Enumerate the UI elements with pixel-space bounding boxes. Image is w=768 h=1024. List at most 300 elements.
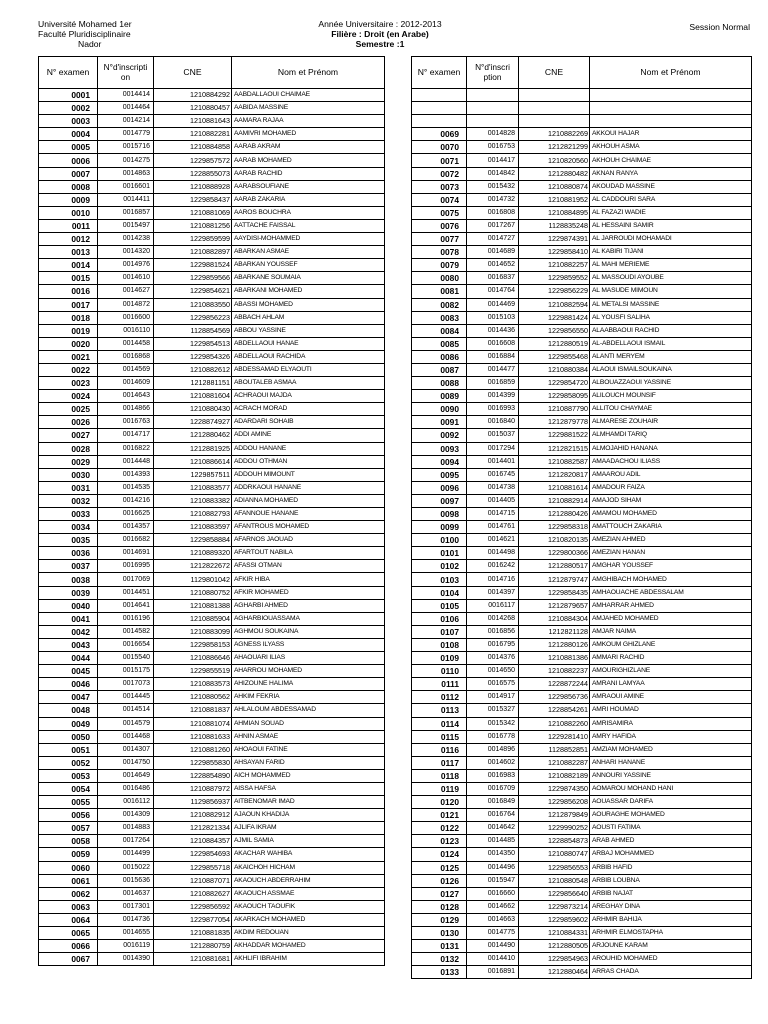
- table-row: [39, 782, 385, 795]
- inscription-number: 0016682: [98, 534, 154, 547]
- exam-number: 0052: [39, 756, 98, 769]
- table-row: [412, 887, 752, 900]
- table-row: [412, 874, 752, 887]
- table-row: [412, 429, 752, 442]
- cne-number: 1228855073: [154, 167, 232, 180]
- cne-number: 1229854693: [154, 848, 232, 861]
- inscription-number: 0015497: [98, 219, 154, 232]
- student-name: ADARDARI SOHAIB: [232, 416, 385, 429]
- student-name: AKHOUH ASMA: [590, 141, 752, 154]
- student-name: AATTACHE FAISSAL: [232, 219, 385, 232]
- table-row: [412, 586, 752, 599]
- blank-cell: [467, 89, 519, 102]
- student-name: AARAB RACHID: [232, 167, 385, 180]
- exam-number: 0073: [412, 180, 467, 193]
- student-name: AAROS BOUCHRA: [232, 206, 385, 219]
- exam-number: 0076: [412, 219, 467, 232]
- cne-number: 1229874350: [519, 782, 590, 795]
- exam-number: 0133: [412, 966, 467, 979]
- exam-number: 0045: [39, 665, 98, 678]
- inscription-number: 0016840: [467, 416, 519, 429]
- inscription-number: 0014451: [98, 586, 154, 599]
- table-row: [412, 534, 752, 547]
- exam-number: 0008: [39, 180, 98, 193]
- exam-number: 0074: [412, 193, 467, 206]
- table-row: [412, 272, 752, 285]
- inscription-number: 0014842: [467, 167, 519, 180]
- student-name: ARBIB LOUBNA: [590, 874, 752, 887]
- student-name: ALMHAMDI TARIQ: [590, 429, 752, 442]
- table-header-row: [39, 57, 385, 89]
- inscription-number: 0015342: [467, 717, 519, 730]
- city-name: Nador: [78, 39, 102, 49]
- cne-number: 1210882260: [519, 717, 590, 730]
- exam-number: 0110: [412, 665, 467, 678]
- cne-number: 1128852851: [519, 743, 590, 756]
- col-inscription-header-line2: ption: [483, 71, 502, 82]
- exam-number: 0021: [39, 350, 98, 363]
- inscription-number: 0014496: [467, 861, 519, 874]
- exam-number: 0018: [39, 311, 98, 324]
- cne-number: 1210882897: [154, 246, 232, 259]
- student-name: AAYDISI-MOHAMMED: [232, 233, 385, 246]
- table-row: [412, 953, 752, 966]
- student-name: AFASSI OTMAN: [232, 560, 385, 573]
- exam-number: 0126: [412, 874, 467, 887]
- cne-number: 1210881835: [154, 927, 232, 940]
- student-name: AFARTOUT NABILA: [232, 547, 385, 560]
- cne-number: 1210881681: [154, 953, 232, 966]
- table-row: [39, 874, 385, 887]
- inscription-number: 0014445: [98, 691, 154, 704]
- student-name: AFKIR MOHAMED: [232, 586, 385, 599]
- cne-number: 1210886646: [154, 652, 232, 665]
- blank-cell: [467, 102, 519, 115]
- cne-number: 1212822672: [154, 560, 232, 573]
- cne-number: 1210881604: [154, 390, 232, 403]
- student-name: AKNAN RANYA: [590, 167, 752, 180]
- exam-number: 0016: [39, 285, 98, 298]
- cne-number: 1210882912: [154, 809, 232, 822]
- exam-number: 0029: [39, 455, 98, 468]
- student-name: AL MASSOUDI AYOUBE: [590, 272, 752, 285]
- exam-number: 0051: [39, 743, 98, 756]
- inscription-number: 0014736: [98, 913, 154, 926]
- exam-number: 0063: [39, 900, 98, 913]
- inscription-number: 0015022: [98, 861, 154, 874]
- table-row: [39, 455, 385, 468]
- inscription-number: 0014309: [98, 809, 154, 822]
- table-row: [39, 573, 385, 586]
- blank-cell: [519, 102, 590, 115]
- table-row: [39, 193, 385, 206]
- faculty-name: Faculté Pluridisciplinaire: [38, 29, 131, 39]
- student-name: AROUHID MOHAMED: [590, 953, 752, 966]
- blank-row: [412, 102, 752, 115]
- table-row: [39, 927, 385, 940]
- student-name: AKARKACH MOHAMED: [232, 913, 385, 926]
- exam-number: 0079: [412, 259, 467, 272]
- inscription-number: 0014627: [98, 285, 154, 298]
- cne-number: 1229856550: [519, 324, 590, 337]
- student-name: AL MAHI MERIEME: [590, 259, 752, 272]
- inscription-number: 0014662: [467, 900, 519, 913]
- cne-number: 1210882612: [154, 363, 232, 376]
- exam-number: 0015: [39, 272, 98, 285]
- table-row: [39, 141, 385, 154]
- student-name: AGHMOU SOUKAINA: [232, 625, 385, 638]
- exam-number: 0096: [412, 481, 467, 494]
- inscription-number: 0014689: [467, 246, 519, 259]
- exam-number: 0055: [39, 796, 98, 809]
- academic-year: Année Universitaire : 2012-2013: [318, 19, 442, 29]
- student-name: AL JARROUDI MOHAMADI: [590, 233, 752, 246]
- table-row: [412, 416, 752, 429]
- exam-number: 0131: [412, 940, 467, 953]
- table-row: [39, 599, 385, 612]
- table-row: [39, 861, 385, 874]
- exam-number: 0093: [412, 442, 467, 455]
- student-name: AFARNOS JAOUAD: [232, 534, 385, 547]
- col-inscription-header-line1: N°d'inscri: [475, 62, 510, 72]
- inscription-number: 0014602: [467, 756, 519, 769]
- exam-number: 0025: [39, 403, 98, 416]
- table-row: [39, 625, 385, 638]
- exam-number: 0114: [412, 717, 467, 730]
- inscription-number: 0014691: [98, 547, 154, 560]
- inscription-number: 0014637: [98, 887, 154, 900]
- blank-cell: [590, 102, 752, 115]
- cne-number: 1210881388: [154, 599, 232, 612]
- cne-number: 1229874391: [519, 233, 590, 246]
- cne-number: 1212821128: [519, 625, 590, 638]
- institution-block: [38, 19, 132, 49]
- cne-number: 1229858437: [154, 193, 232, 206]
- cne-number: 1229855468: [519, 350, 590, 363]
- exam-number: 0088: [412, 377, 467, 390]
- student-name: ABARKAN ASMAE: [232, 246, 385, 259]
- exam-number: 0037: [39, 560, 98, 573]
- table-row: [39, 89, 385, 102]
- table-row: [39, 560, 385, 573]
- inscription-number: 0014828: [467, 128, 519, 141]
- inscription-number: 0016709: [467, 782, 519, 795]
- inscription-number: 0014490: [467, 940, 519, 953]
- table-row: [412, 691, 752, 704]
- table-row: [39, 442, 385, 455]
- inscription-number: 0016763: [98, 416, 154, 429]
- table-row: [39, 363, 385, 376]
- student-name: ABOUTALEB ASMAA: [232, 377, 385, 390]
- inscription-number: 0016575: [467, 678, 519, 691]
- table-body-left: [39, 89, 385, 966]
- student-name: AHOAOUI FATINE: [232, 743, 385, 756]
- table-row: [39, 940, 385, 953]
- inscription-number: 0017264: [98, 835, 154, 848]
- student-name: AISSA HAFSA: [232, 782, 385, 795]
- inscription-number: 0016859: [467, 377, 519, 390]
- cne-number: 1210880874: [519, 180, 590, 193]
- exam-number: 0033: [39, 508, 98, 521]
- student-name: AMAMOU MOHAMED: [590, 508, 752, 521]
- cne-number: 1212879849: [519, 809, 590, 822]
- student-name: ABDELLAOUI RACHIDA: [232, 350, 385, 363]
- table-row: [412, 180, 752, 193]
- cne-number: 1210888928: [154, 180, 232, 193]
- exam-number: 0121: [412, 809, 467, 822]
- table-row: [412, 822, 752, 835]
- exam-number: 0031: [39, 481, 98, 494]
- exam-number: 0065: [39, 927, 98, 940]
- student-name: AHARROU MOHAMED: [232, 665, 385, 678]
- inscription-number: 0014732: [467, 193, 519, 206]
- student-name: AMZIAM MOHAMED: [590, 743, 752, 756]
- inscription-number: 0014464: [98, 102, 154, 115]
- table-row: [39, 638, 385, 651]
- student-name: ALBOUAZZAOUI YASSINE: [590, 377, 752, 390]
- exam-number: 0061: [39, 874, 98, 887]
- cne-number: 1229856736: [519, 691, 590, 704]
- student-name: AOUASSAR DARIFA: [590, 796, 752, 809]
- table-row: [412, 638, 752, 651]
- student-name: ADIANNA MOHAMED: [232, 494, 385, 507]
- inscription-number: 0014436: [467, 324, 519, 337]
- student-name: AABDALLAOUI CHAIMAE: [232, 89, 385, 102]
- exam-number: 0086: [412, 350, 467, 363]
- inscription-number: 0014761: [467, 521, 519, 534]
- exam-number: 0035: [39, 534, 98, 547]
- session-label: Session Normal: [689, 22, 750, 32]
- exam-number: 0111: [412, 678, 467, 691]
- university-name: Université Mohamed 1er: [38, 19, 132, 29]
- inscription-number: 0016117: [467, 599, 519, 612]
- inscription-number: 0016110: [98, 324, 154, 337]
- table-row: [39, 298, 385, 311]
- student-name: AMAADACHOU ILIASS: [590, 455, 752, 468]
- table-row: [412, 612, 752, 625]
- exam-number: 0095: [412, 468, 467, 481]
- student-name: AMAJOD SIHAM: [590, 494, 752, 507]
- cne-number: 1210887790: [519, 403, 590, 416]
- student-name: AMOURIGHIZLANE: [590, 665, 752, 678]
- student-table-right: [411, 56, 752, 979]
- exam-number: 0132: [412, 953, 467, 966]
- inscription-number: 0016778: [467, 730, 519, 743]
- inscription-number: 0014390: [98, 953, 154, 966]
- student-name: AKOUDAD MASSINE: [590, 180, 752, 193]
- inscription-number: 0014579: [98, 717, 154, 730]
- inscription-number: 0015432: [467, 180, 519, 193]
- inscription-number: 0014376: [467, 652, 519, 665]
- inscription-number: 0014485: [467, 835, 519, 848]
- exam-number: 0104: [412, 586, 467, 599]
- inscription-number: 0016660: [467, 887, 519, 900]
- student-name: ARAB AHMED: [590, 835, 752, 848]
- inscription-number: 0015103: [467, 311, 519, 324]
- student-name: AOMAROU MOHAND HANI: [590, 782, 752, 795]
- student-name: ABASSI MOHAMED: [232, 298, 385, 311]
- inscription-number: 0015175: [98, 665, 154, 678]
- exam-number: 0024: [39, 390, 98, 403]
- student-name: ALANTI MERYEM: [590, 350, 752, 363]
- table-row: [39, 953, 385, 966]
- exam-number: 0085: [412, 337, 467, 350]
- cne-number: 1229856229: [519, 285, 590, 298]
- table-row: [412, 206, 752, 219]
- table-row: [412, 848, 752, 861]
- student-name: AMGHAR YOUSSEF: [590, 560, 752, 573]
- exam-number: 0116: [412, 743, 467, 756]
- cne-number: 1229856592: [154, 900, 232, 913]
- exam-number: 0081: [412, 285, 467, 298]
- semester-label: Semestre :1: [355, 39, 405, 49]
- student-name: AL METALSI MASSINE: [590, 298, 752, 311]
- cne-number: 1229855519: [154, 665, 232, 678]
- inscription-number: 0014393: [98, 468, 154, 481]
- exam-number: 0027: [39, 429, 98, 442]
- student-name: AMADOUR FAIZA: [590, 481, 752, 494]
- inscription-number: 0014417: [467, 154, 519, 167]
- inscription-number: 0014448: [98, 455, 154, 468]
- exam-number: 0050: [39, 730, 98, 743]
- blank-row: [412, 115, 752, 128]
- exam-number: 0077: [412, 233, 467, 246]
- student-name: AHLALOUM ABDESSAMAD: [232, 704, 385, 717]
- cne-number: 1210883597: [154, 521, 232, 534]
- inscription-number: 0014779: [98, 128, 154, 141]
- table-row: [412, 913, 752, 926]
- student-name: AL-ABDELLAOUI ISMAIL: [590, 337, 752, 350]
- exam-number: 0026: [39, 416, 98, 429]
- inscription-number: 0014582: [98, 625, 154, 638]
- table-row: [412, 809, 752, 822]
- student-name: ABARKANE SOUMAIA: [232, 272, 385, 285]
- cne-number: 1229854963: [519, 953, 590, 966]
- student-name: AMAAROU ADIL: [590, 468, 752, 481]
- exam-number: 0056: [39, 809, 98, 822]
- student-name: AL HESSAINI SAMIR: [590, 219, 752, 232]
- table-row: [412, 743, 752, 756]
- cne-number: 1210880430: [154, 403, 232, 416]
- exam-number: 0108: [412, 638, 467, 651]
- inscription-number: 0016242: [467, 560, 519, 573]
- cne-number: 1210881386: [519, 652, 590, 665]
- table-row: [39, 468, 385, 481]
- program-block: [250, 19, 510, 49]
- cne-number: 1210882594: [519, 298, 590, 311]
- exam-number: 0039: [39, 586, 98, 599]
- cne-number: 1229854621: [154, 285, 232, 298]
- table-row: [39, 115, 385, 128]
- exam-number: 0036: [39, 547, 98, 560]
- table-row: [412, 193, 752, 206]
- table-row: [412, 625, 752, 638]
- cne-number: 1229857511: [154, 468, 232, 481]
- exam-number: 0004: [39, 128, 98, 141]
- student-name: ACRACH MORAD: [232, 403, 385, 416]
- inscription-number: 0014727: [467, 233, 519, 246]
- exam-number: 0067: [39, 953, 98, 966]
- inscription-number: 0014764: [467, 285, 519, 298]
- exam-number: 0125: [412, 861, 467, 874]
- table-row: [39, 481, 385, 494]
- student-name: AJLIFA IKRAM: [232, 822, 385, 835]
- exam-number: 0069: [412, 128, 467, 141]
- student-name: AAMARA RAJAA: [232, 115, 385, 128]
- table-row: [412, 481, 752, 494]
- col-inscription-header: [467, 57, 519, 89]
- table-row: [39, 704, 385, 717]
- table-row: [39, 167, 385, 180]
- exam-number: 0066: [39, 940, 98, 953]
- inscription-number: 0016983: [467, 769, 519, 782]
- table-row: [39, 691, 385, 704]
- exam-number: 0019: [39, 324, 98, 337]
- cne-number: 1229859602: [519, 913, 590, 926]
- inscription-number: 0014896: [467, 743, 519, 756]
- student-name: AOUSTI FATIMA: [590, 822, 752, 835]
- table-row: [412, 233, 752, 246]
- inscription-number: 0015037: [467, 429, 519, 442]
- exam-number: 0113: [412, 704, 467, 717]
- inscription-number: 0014883: [98, 822, 154, 835]
- table-row: [39, 219, 385, 232]
- student-name: ADDOU OTHMAN: [232, 455, 385, 468]
- cne-number: 1210882189: [519, 769, 590, 782]
- exam-number: 0046: [39, 678, 98, 691]
- exam-number: 0130: [412, 927, 467, 940]
- inscription-number: 0014307: [98, 743, 154, 756]
- cne-number: 1210889320: [154, 547, 232, 560]
- student-name: AMMARI RACHID: [590, 652, 752, 665]
- exam-number: 0087: [412, 363, 467, 376]
- cne-number: 1210881614: [519, 481, 590, 494]
- student-name: AKAICHOH HICHAM: [232, 861, 385, 874]
- table-row: [39, 730, 385, 743]
- inscription-number: 0014397: [467, 586, 519, 599]
- table-row: [39, 272, 385, 285]
- blank-cell: [412, 102, 467, 115]
- cne-number: 1210880747: [519, 848, 590, 861]
- cne-number: 1210881069: [154, 206, 232, 219]
- inscription-number: 0014642: [467, 822, 519, 835]
- table-row: [39, 822, 385, 835]
- cne-number: 1210884304: [519, 612, 590, 625]
- inscription-number: 0017073: [98, 678, 154, 691]
- student-name: ARHMIR BAHIJA: [590, 913, 752, 926]
- table-row: [39, 652, 385, 665]
- exam-number: 0080: [412, 272, 467, 285]
- student-name: ARBAJ MOHAMMED: [590, 848, 752, 861]
- cne-number: 1212880519: [519, 337, 590, 350]
- cne-number: 1228854873: [519, 835, 590, 848]
- col-inscription-header-line1: N°d'inscripti: [103, 62, 148, 72]
- inscription-number: 0016196: [98, 612, 154, 625]
- inscription-number: 0014649: [98, 769, 154, 782]
- inscription-number: 0014652: [467, 259, 519, 272]
- student-name: AKHOUH CHAIMAE: [590, 154, 752, 167]
- student-name: ARBIB NAJAT: [590, 887, 752, 900]
- cne-number: 1210881256: [154, 219, 232, 232]
- table-row: [412, 455, 752, 468]
- student-name: AMRANI LAMYAA: [590, 678, 752, 691]
- exam-number: 0038: [39, 573, 98, 586]
- table-row: [412, 927, 752, 940]
- inscription-number: 0016753: [467, 141, 519, 154]
- cne-number: 1210882587: [519, 455, 590, 468]
- cne-number: 1229881522: [519, 429, 590, 442]
- cne-number: 1229854513: [154, 337, 232, 350]
